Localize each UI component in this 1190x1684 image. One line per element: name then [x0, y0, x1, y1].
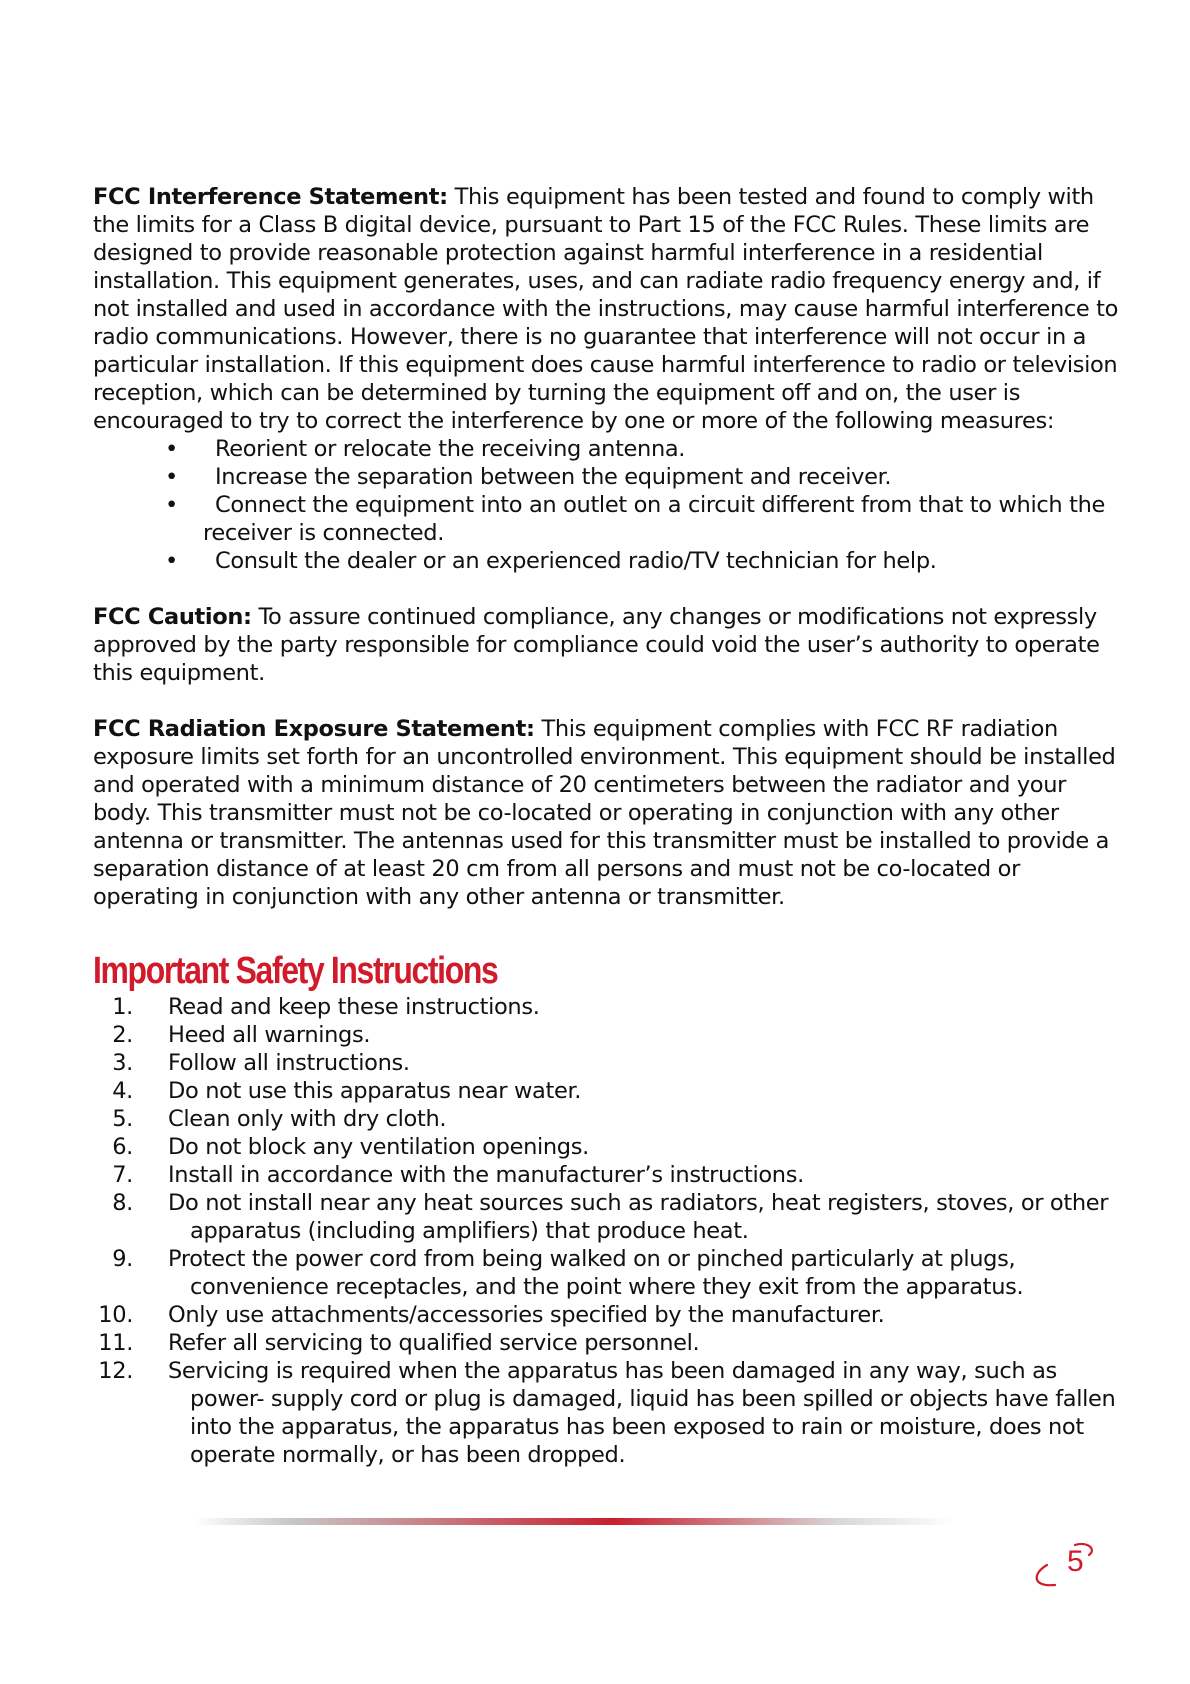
list-item [93, 547, 1123, 575]
item-text-continued: power- supply cord or plug is damaged, liquid has been spilled or objects have fallen into the apparatus, the apparatus has been exposed to rain or moisture, does not operate normally, or has been dropped. [190, 1386, 1116, 1468]
item-text-continued: apparatus (including amplifiers) that produce heat. [190, 1218, 749, 1244]
item-text: Install in accordance with the manufacturer’s instructions. [168, 1162, 804, 1188]
item-text: Only use attachments/accessories specified by the manufacturer. [168, 1302, 885, 1328]
item-text: Clean only with dry cloth. [168, 1106, 447, 1132]
measure-text: Increase the separation between the equipment and receiver. [215, 464, 892, 490]
swoosh-icon [1025, 1535, 1105, 1595]
item-number: 1. [112, 994, 133, 1020]
item-text: Refer all servicing to qualified service personnel. [168, 1330, 700, 1356]
list-item [93, 1161, 1123, 1189]
item-number: 2. [112, 1022, 133, 1048]
fcc-interference-text: This equipment has been tested and found to comply with the limits for a Class B digital device, pursuant to Part 15 of the FCC Rules. These limits are designed to provide reasonable protection against harmful interference in a residential installation. This equipment generates, uses, and can radiate radio frequency energy and, if not installed and used in accordance with the instructions, may cause harmful interference to radio communications. However, there is no guarantee that interference will not occur in a particular installation. If this equipment does cause harmful interference to radio or television reception, which can be determined by turning the equipment off and on, the user is encouraged to try to correct the interference by one or more of the following measures: [93, 184, 1119, 434]
item-text: Protect the power cord from being walked on or pinched particularly at plugs, [168, 1246, 1016, 1272]
list-item [93, 1189, 1123, 1245]
fcc-radiation-heading: FCC Radiation Exposure Statement: [93, 716, 535, 742]
list-item [93, 491, 1123, 547]
fcc-caution-text: To assure continued compliance, any changes or modifications not expressly approved by the party responsible for compliance could void the user’s authority to operate this equipment. [93, 604, 1100, 686]
safety-instructions-list [93, 993, 1123, 1469]
fcc-interference-heading: FCC Interference Statement: [93, 184, 448, 210]
item-text-continued: convenience receptacles, and the point where they exit from the apparatus. [190, 1274, 1024, 1300]
item-number: 3. [112, 1050, 133, 1076]
item-text: Do not block any ventilation openings. [168, 1134, 589, 1160]
list-item [93, 463, 1123, 491]
item-number: 5. [112, 1106, 133, 1132]
item-number: 4. [112, 1078, 133, 1104]
item-text: Servicing is required when the apparatus has been damaged in any way, such as [168, 1358, 1057, 1384]
page-number: 5 [1067, 1545, 1084, 1578]
measure-text: Consult the dealer or an experienced radio/TV technician for help. [215, 548, 937, 574]
item-text: Heed all warnings. [168, 1022, 371, 1048]
item-text: Read and keep these instructions. [168, 994, 540, 1020]
list-item [93, 1049, 1123, 1077]
fcc-caution [93, 603, 1123, 687]
item-number: 8. [112, 1190, 133, 1216]
spacer [93, 575, 1123, 603]
fcc-radiation-text: This equipment complies with FCC RF radiation exposure limits set forth for an uncontrolled environment. This equipment should be installed and operated with a minimum distance of 20 centimeters between the radiator and your body. This transmitter must not be co-located or operating in conjunction with any other antenna or transmitter. The antennas used for this transmitter must be installed to provide a separation distance of at least 20 cm from all persons and must not be co-located or operating in conjunction with any other antenna or transmitter. [93, 716, 1116, 910]
list-item [93, 1105, 1123, 1133]
list-item [93, 1021, 1123, 1049]
safety-instructions-title: Important Safety Instructions [93, 950, 498, 992]
fcc-radiation-exposure-statement [93, 715, 1123, 911]
list-item [93, 1245, 1123, 1301]
item-number: 7. [112, 1162, 133, 1188]
spacer [93, 687, 1123, 715]
footer-divider [195, 1518, 955, 1525]
item-text: Do not install near any heat sources such as radiators, heat registers, stoves, or other [168, 1190, 1109, 1216]
item-number: 11. [98, 1330, 133, 1356]
list-item [93, 1329, 1123, 1357]
list-item [93, 993, 1123, 1021]
item-text: Do not use this apparatus near water. [168, 1078, 582, 1104]
item-number: 12. [98, 1358, 133, 1384]
interference-measures-list [93, 435, 1123, 575]
item-number: 10. [98, 1302, 133, 1328]
list-item [93, 1133, 1123, 1161]
list-item [93, 1077, 1123, 1105]
list-item [93, 435, 1123, 463]
list-item [93, 1301, 1123, 1329]
measure-text: Reorient or relocate the receiving antenna. [215, 436, 686, 462]
measure-text: Connect the equipment into an outlet on a circuit different from that to which the receiver is connected. [203, 492, 1105, 546]
item-number: 9. [112, 1246, 133, 1272]
fcc-caution-heading: FCC Caution: [93, 604, 252, 630]
item-text: Follow all instructions. [168, 1050, 410, 1076]
page-number-badge [1025, 1535, 1105, 1595]
page-content [93, 183, 1123, 1469]
fcc-interference-statement [93, 183, 1123, 435]
item-number: 6. [112, 1134, 133, 1160]
list-item [93, 1357, 1123, 1469]
